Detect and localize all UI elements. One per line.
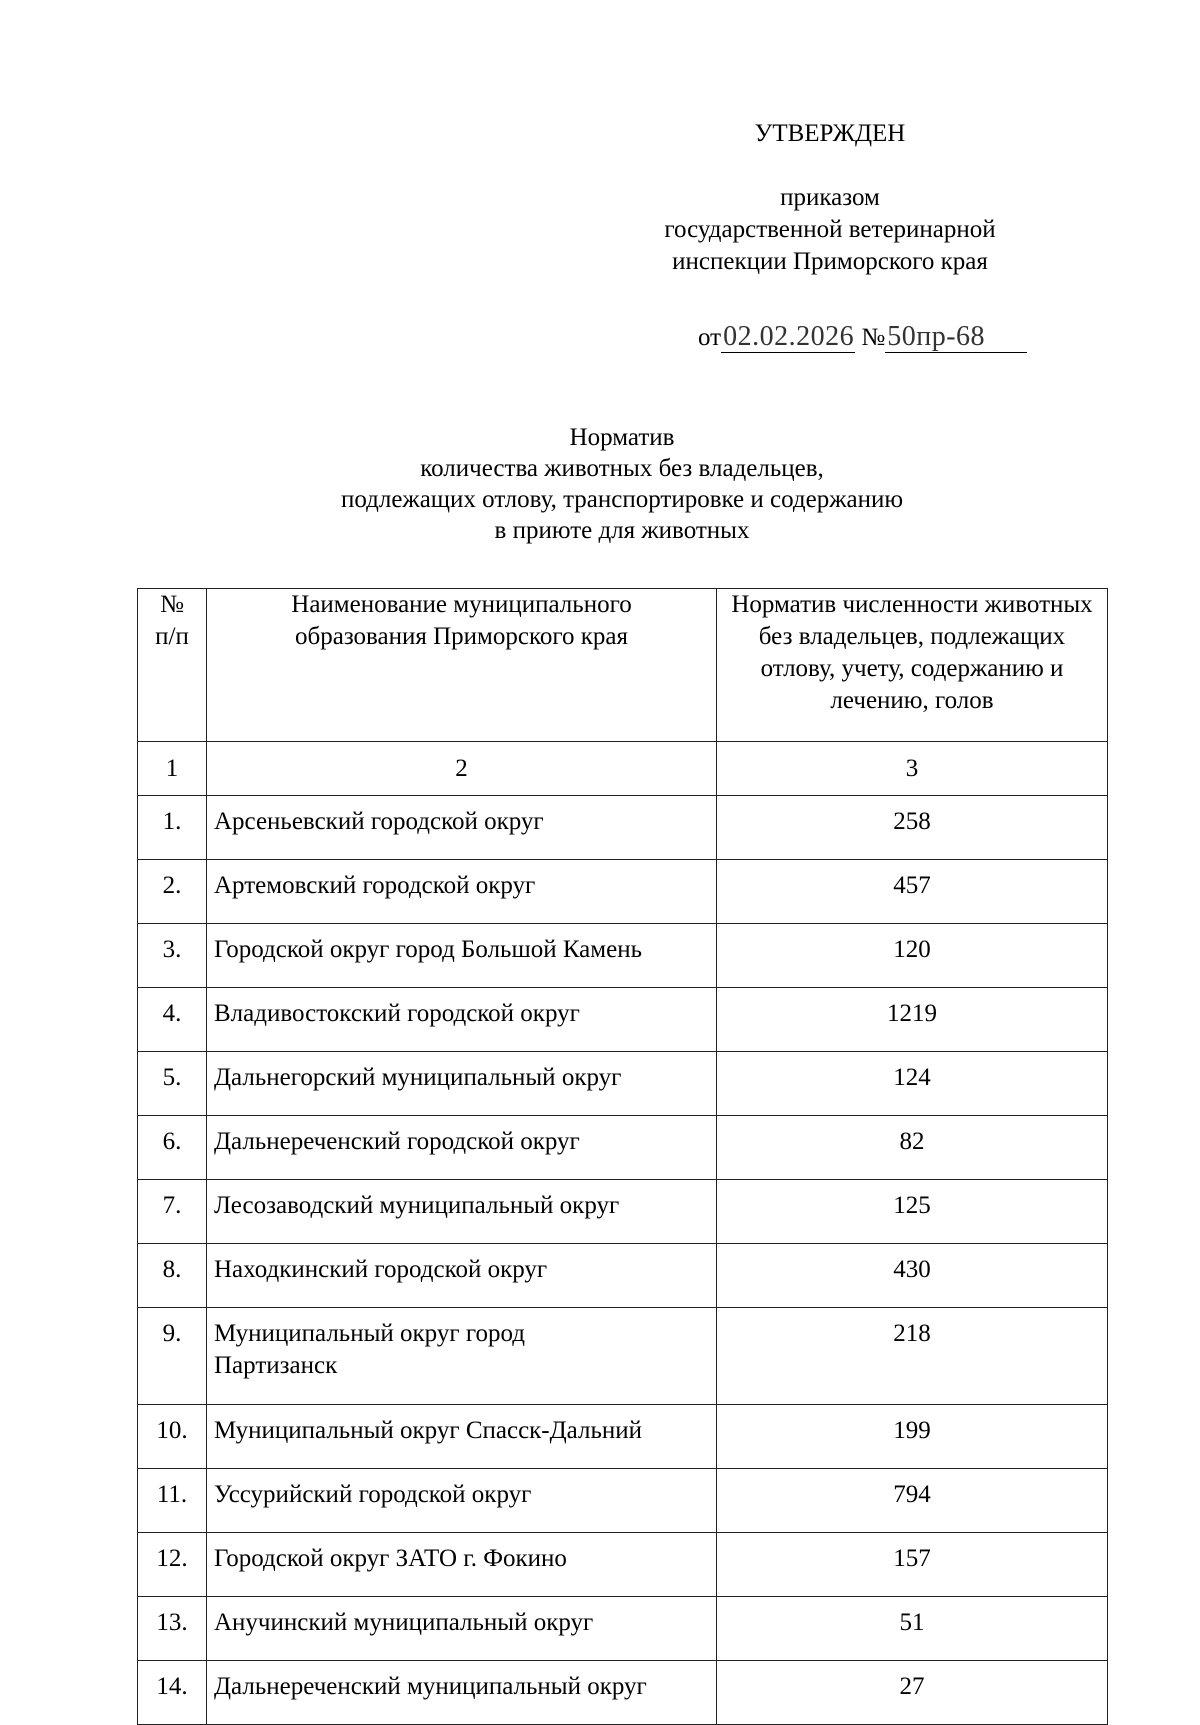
table-row (138, 988, 1108, 1052)
municipality-name: Анучинский муниципальный округ (207, 1597, 717, 1661)
approval-heading: УТВЕРЖДЕН (754, 120, 906, 147)
approval-block (600, 118, 1060, 278)
order-number-label: № (861, 324, 886, 351)
row-number: 9. (138, 1308, 207, 1405)
header-cell-norm: Норматив численности животных без владельцев, подлежащих отлову, учету, содержанию и лечению, голов (717, 589, 1108, 742)
header-number-sign: № (160, 591, 184, 618)
municipality-name: Лесозаводский муниципальный округ (207, 1180, 717, 1244)
order-number: 50пр-68 (885, 322, 1027, 353)
table-row (138, 1405, 1108, 1469)
column-number-1: 1 (138, 742, 207, 796)
norm-value: 430 (717, 1244, 1108, 1308)
header-cell-number (138, 589, 207, 742)
title-line-3: подлежащих отлову, транспортировке и содержанию (340, 486, 904, 513)
norm-value: 258 (717, 796, 1108, 860)
norm-value: 1219 (717, 988, 1108, 1052)
header-number-pp: п/п (155, 623, 189, 650)
row-number: 2. (138, 860, 207, 924)
municipality-name: Владивостокский городской округ (207, 988, 717, 1052)
title-line-4: в приюте для животных (494, 517, 750, 544)
table-row (138, 796, 1108, 860)
row-number: 12. (138, 1533, 207, 1597)
row-number: 7. (138, 1180, 207, 1244)
municipality-name: Муниципальный округ Спасск-Дальний (207, 1405, 717, 1469)
row-number: 11. (138, 1469, 207, 1533)
table-row (138, 1469, 1108, 1533)
norm-value: 199 (717, 1405, 1108, 1469)
table-row (138, 1180, 1108, 1244)
norm-value: 457 (717, 860, 1108, 924)
column-number-3: 3 (717, 742, 1108, 796)
norms-table (137, 588, 1108, 1725)
column-number-row (138, 742, 1108, 796)
order-date: 02.02.2026 (723, 321, 855, 352)
table-row (138, 1244, 1108, 1308)
municipality-name: Находкинский городской округ (207, 1244, 717, 1308)
row-number: 13. (138, 1597, 207, 1661)
norm-value: 82 (717, 1116, 1108, 1180)
approval-line-1: приказом (780, 184, 880, 211)
document-title (137, 422, 1107, 546)
municipality-name: Дальнереченский муниципальный округ (207, 1661, 717, 1725)
norm-value: 218 (717, 1308, 1108, 1405)
norm-value: 120 (717, 924, 1108, 988)
norm-value: 27 (717, 1661, 1108, 1725)
order-reference (698, 322, 1027, 353)
municipality-name: Городской округ ЗАТО г. Фокино (207, 1533, 717, 1597)
municipality-name: Артемовский городской округ (207, 860, 717, 924)
municipality-name: Городской округ город Большой Камень (207, 924, 717, 988)
table-row (138, 1597, 1108, 1661)
row-number: 1. (138, 796, 207, 860)
municipality-name: Арсеньевский городской округ (207, 796, 717, 860)
table-row (138, 1308, 1108, 1405)
table-row (138, 1052, 1108, 1116)
title-line-1: Норматив (569, 424, 675, 451)
row-number: 8. (138, 1244, 207, 1308)
approval-line-2: государственной ветеринарной (664, 216, 996, 243)
title-line-2: количества животных без владельцев, (420, 455, 824, 482)
table-header-row (138, 589, 1108, 742)
row-number: 4. (138, 988, 207, 1052)
norm-value: 157 (717, 1533, 1108, 1597)
norm-value: 51 (717, 1597, 1108, 1661)
row-number: 3. (138, 924, 207, 988)
order-from-label: от (698, 324, 722, 351)
municipality-name: Дальнегорский муниципальный округ (207, 1052, 717, 1116)
municipality-name: Уссурийский городской округ (207, 1469, 717, 1533)
approval-line-3: инспекции Приморского края (672, 248, 988, 275)
table-row (138, 860, 1108, 924)
row-number: 14. (138, 1661, 207, 1725)
row-number: 10. (138, 1405, 207, 1469)
norm-value: 794 (717, 1469, 1108, 1533)
row-number: 5. (138, 1052, 207, 1116)
column-number-2: 2 (207, 742, 717, 796)
norm-value: 125 (717, 1180, 1108, 1244)
table-row (138, 1533, 1108, 1597)
header-cell-municipality: Наименование муниципального образования Приморского края (207, 589, 717, 742)
row-number: 6. (138, 1116, 207, 1180)
municipality-name: Дальнереченский городской округ (207, 1116, 717, 1180)
table-row (138, 1116, 1108, 1180)
table-row (138, 1661, 1108, 1725)
table-row (138, 924, 1108, 988)
municipality-name: Муниципальный округ город Партизанск (207, 1308, 717, 1405)
norm-value: 124 (717, 1052, 1108, 1116)
